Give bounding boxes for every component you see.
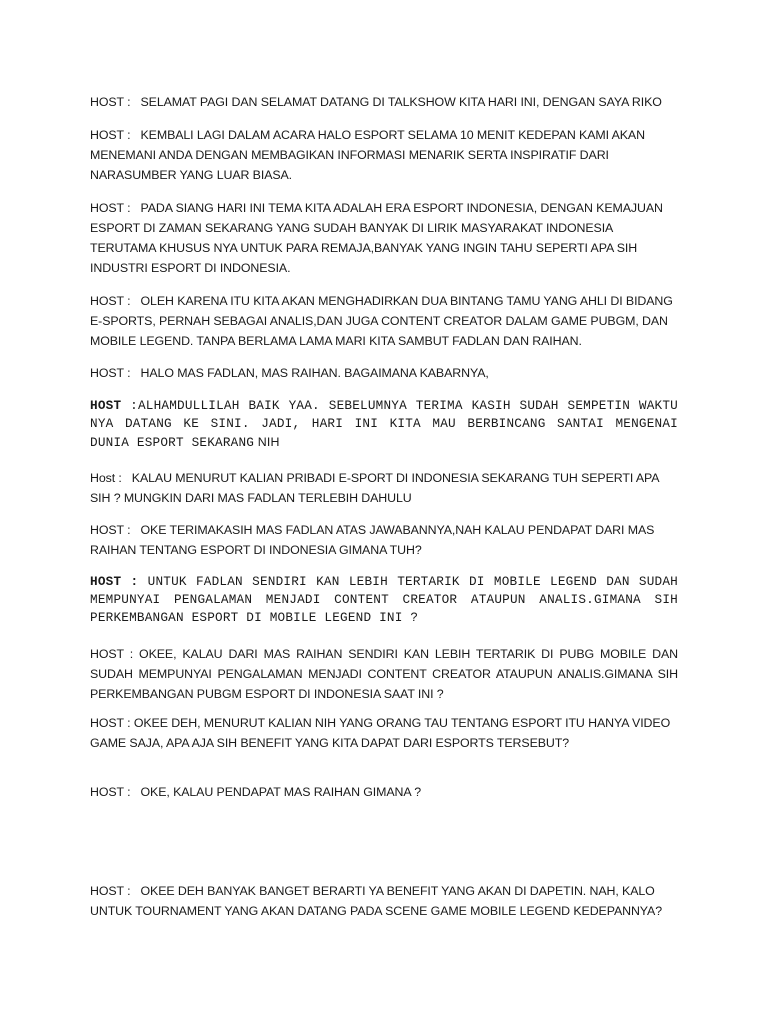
host-line-12: [90, 782, 678, 802]
line-text: SELAMAT PAGI DAN SELAMAT DATANG DI TALKSHOW KITA HARI INI, DENGAN SAYA RIKO: [140, 95, 662, 109]
line-text: OLEH KARENA ITU KITA AKAN MENGHADIRKAN DUA BINTANG TAMU YANG AHLI DI BIDANG E-SPORTS, PERNAH SEBAGAI ANALIS,DAN JUGA CONTENT CREATOR DALAM GAME PUBGM, DAN MOBILE LEGEND. TANPA BERLAMA LAMA MARI KITA SAMBUT FADLAN DAN RAIHAN.: [90, 294, 673, 348]
line-text: OKE TERIMAKASIH MAS FADLAN ATAS JAWABANNYA,NAH KALAU PENDAPAT DARI MAS RAIHAN TENTANG ESPORT DI INDONESIA GIMANA TUH?: [90, 523, 655, 557]
host-line-5: [90, 363, 678, 383]
line-tail: NIH: [254, 435, 280, 449]
speaker-label: HOST :: [90, 785, 131, 799]
host-line-7: [90, 468, 678, 508]
line-text: OKEE, KALAU DARI MAS RAIHAN SENDIRI KAN LEBIH TERTARIK DI PUBG MOBILE DAN SUDAH MEMPUNYAI PENGALAMAN MENJADI CONTENT CREATOR ATAUPUN ANALIS.GIMANA SIH PERKEMBANGAN PUBGM ESPORT DI INDONESIA SAAT INI ?: [90, 647, 679, 701]
speaker-label: HOST :: [90, 716, 131, 730]
line-text: OKEE DEH BANYAK BANGET BERARTI YA BENEFIT YANG AKAN DI DAPETIN. NAH, KALO UNTUK TOURNAMENT YANG AKAN DATANG PADA SCENE GAME MOBILE LEGEND KEDEPANNYA?: [90, 884, 663, 918]
speaker-label: HOST :: [90, 523, 131, 537]
line-text: HALO MAS FADLAN, MAS RAIHAN. BAGAIMANA KABARNYA,: [140, 366, 489, 380]
host-line-9: [90, 573, 678, 627]
host-line-13: [90, 881, 678, 921]
speaker-label: HOST: [90, 398, 122, 413]
speaker-label: HOST :: [90, 294, 131, 308]
line-text: OKEE DEH, MENURUT KALIAN NIH YANG ORANG TAU TENTANG ESPORT ITU HANYA VIDEO GAME SAJA, APA AJA SIH BENEFIT YANG KITA DAPAT DARI ESPORTS TERSEBUT?: [90, 716, 671, 750]
speaker-label: HOST :: [90, 366, 131, 380]
host-line-3: [90, 198, 678, 278]
line-text: :ALHAMDULLILAH BAIK YAA. SEBELUMNYA TERIMA KASIH SUDAH SEMPETIN WAKTU NYA DATANG KE SINI. JADI, HARI INI KITA MAU BERBINCANG SANTAI MENGENAI DUNIA ESPORT SEKARANG: [90, 398, 678, 450]
line-text: PADA SIANG HARI INI TEMA KITA ADALAH ERA ESPORT INDONESIA, DENGAN KEMAJUAN ESPORT DI ZAMAN SEKARANG YANG SUDAH BANYAK DI LIRIK MASYARAKAT INDONESIA TERUTAMA KHUSUS NYA UNTUK PARA REMAJA,BANYAK YANG INGIN TAHU SEPERTI APA SIH INDUSTRI ESPORT DI INDONESIA.: [90, 201, 663, 275]
host-line-10: [90, 644, 678, 704]
speaker-label: Host :: [90, 471, 122, 485]
host-line-8: [90, 520, 678, 560]
host-line-2: [90, 125, 678, 185]
host-line-1: [90, 92, 678, 112]
line-text: OKE, KALAU PENDAPAT MAS RAIHAN GIMANA ?: [140, 785, 421, 799]
line-text: KALAU MENURUT KALIAN PRIBADI E-SPORT DI INDONESIA SEKARANG TUH SEPERTI APA SIH ? MUNGKIN DARI MAS FADLAN TERLEBIH DAHULU: [90, 471, 659, 505]
speaker-label: HOST :: [90, 884, 131, 898]
speaker-label: HOST :: [90, 201, 131, 215]
host-line-11: [90, 713, 678, 753]
host-line-6: [90, 397, 678, 452]
line-text: UNTUK FADLAN SENDIRI KAN LEBIH TERTARIK DI MOBILE LEGEND DAN SUDAH MEMPUNYAI PENGALAMAN MENJADI CONTENT CREATOR ATAUPUN ANALIS.GIMANA SIH PERKEMBANGAN ESPORT DI MOBILE LEGEND INI ?: [90, 574, 678, 625]
host-line-4: [90, 291, 678, 351]
speaker-label: HOST :: [90, 647, 134, 661]
line-text: KEMBALI LAGI DALAM ACARA HALO ESPORT SELAMA 10 MENIT KEDEPAN KAMI AKAN MENEMANI ANDA DENGAN MEMBAGIKAN INFORMASI MENARIK SERTA INSPIRATIF DARI NARASUMBER YANG LUAR BIASA.: [90, 128, 645, 182]
speaker-label: HOST :: [90, 574, 139, 589]
speaker-label: HOST :: [90, 95, 131, 109]
speaker-label: HOST :: [90, 128, 131, 142]
